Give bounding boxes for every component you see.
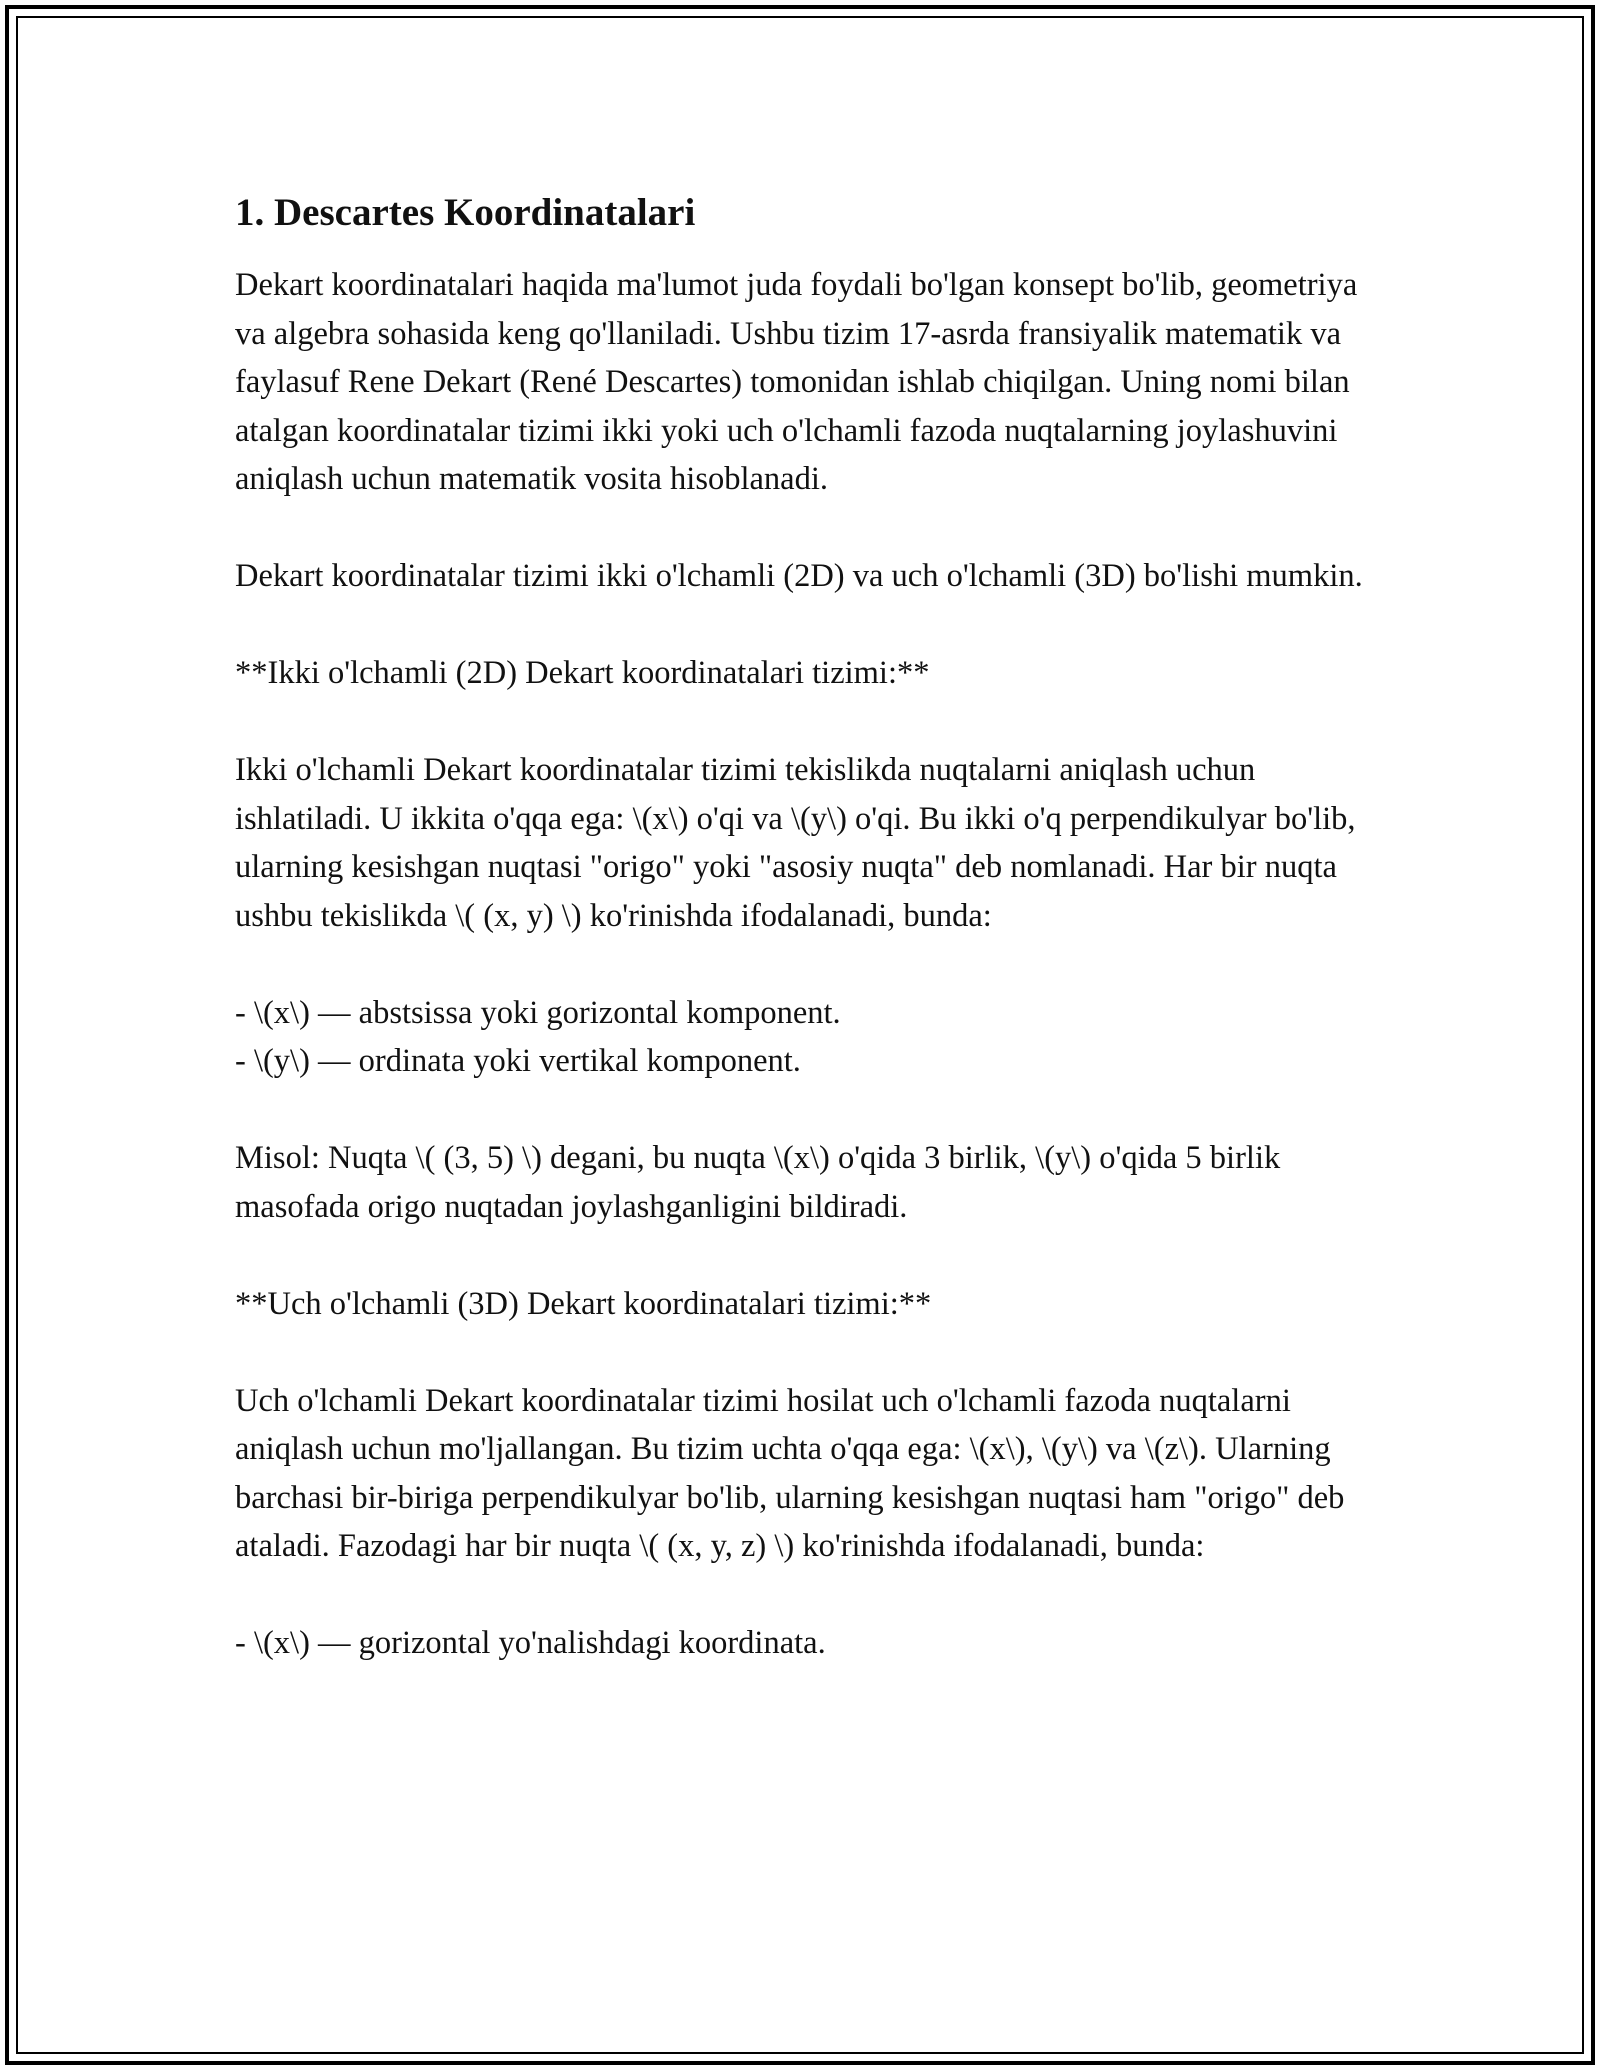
paragraph-gap	[235, 1571, 1375, 1620]
example-paragraph: Misol: Nuqta \( (3, 5) \) degani, bu nuqta \(x\) o'qida 3 birlik, \(y\) o'qida 5 birlik masofada origo nuqtadan joylashganligini bildiradi.	[235, 1140, 1289, 1225]
paragraph-gap	[235, 601, 1375, 650]
paragraph-2d-description: Ikki o'lchamli Dekart koordinatalar tizimi tekislikda nuqtalarni aniqlash uchun ishlatiladi. U ikkita o'qqa ega: \(x\) o'qi va \(y\) o'qi. Bu ikki o'q perpendikulyar bo'lib, ularning kesishgan nuqtasi "origo" yoki "asosiy nuqta" deb nomlanadi. Har bir nuqta ushbu tekislikda \( (x, y) \) ko'rinishda ifodalanadi, bunda:	[235, 752, 1364, 934]
list-2d-components: - \(x\) — abstsissa yoki gorizontal komponent. - \(y\) — ordinata yoki vertikal komponent.	[235, 994, 841, 1079]
paragraph-gap	[235, 1231, 1375, 1280]
document-title: 1. Descartes Koordinatalari	[235, 191, 696, 234]
paragraph-gap	[235, 940, 1375, 989]
document-body	[235, 185, 1375, 1668]
paragraph-gap	[235, 698, 1375, 747]
heading-2d: **Ikki o'lchamli (2D) Dekart koordinatalari tizimi:**	[235, 655, 930, 691]
paragraph-gap	[235, 1328, 1375, 1377]
heading-3d: **Uch o'lchamli (3D) Dekart koordinatalari tizimi:**	[235, 1285, 932, 1322]
paragraph-gap	[235, 504, 1375, 553]
systems-paragraph: Dekart koordinatalar tizimi ikki o'lchamli (2D) va uch o'lchamli (3D) bo'lishi mumkin.	[235, 558, 1363, 594]
paragraph-3d-description: Uch o'lchamli Dekart koordinatalar tizimi hosilat uch o'lchamli fazoda nuqtalarni aniqlash uchun mo'ljallangan. Bu tizim uchta o'qqa ega: \(x\), \(y\) va \(z\). Ularning barchasi bir-biriga perpendikulyar bo'lib, ularning kesishgan nuqtasi ham "origo" deb ataladi. Fazodagi har bir nuqta \( (x, y, z) \) ko'rinishda ifodalanadi, bunda:	[235, 1382, 1353, 1564]
list-3d-components: - \(x\) — gorizontal yo'nalishdagi koordinata.	[235, 1625, 826, 1661]
intro-paragraph: Dekart koordinatalari haqida ma'lumot juda foydali bo'lgan konsept bo'lib, geometriya va algebra sohasida keng qo'llaniladi. Ushbu tizim 17-asrda fransiyalik matematik va faylasuf Rene Dekart (René Descartes) tomonidan ishlab chiqilgan. Uning nomi bilan atalgan koordinatalar tizimi ikki yoki uch o'lchamli fazoda nuqtalarning joylashuvini aniqlash uchun matematik vosita hisoblanadi.	[235, 267, 1366, 497]
paragraph-gap	[235, 1086, 1375, 1135]
